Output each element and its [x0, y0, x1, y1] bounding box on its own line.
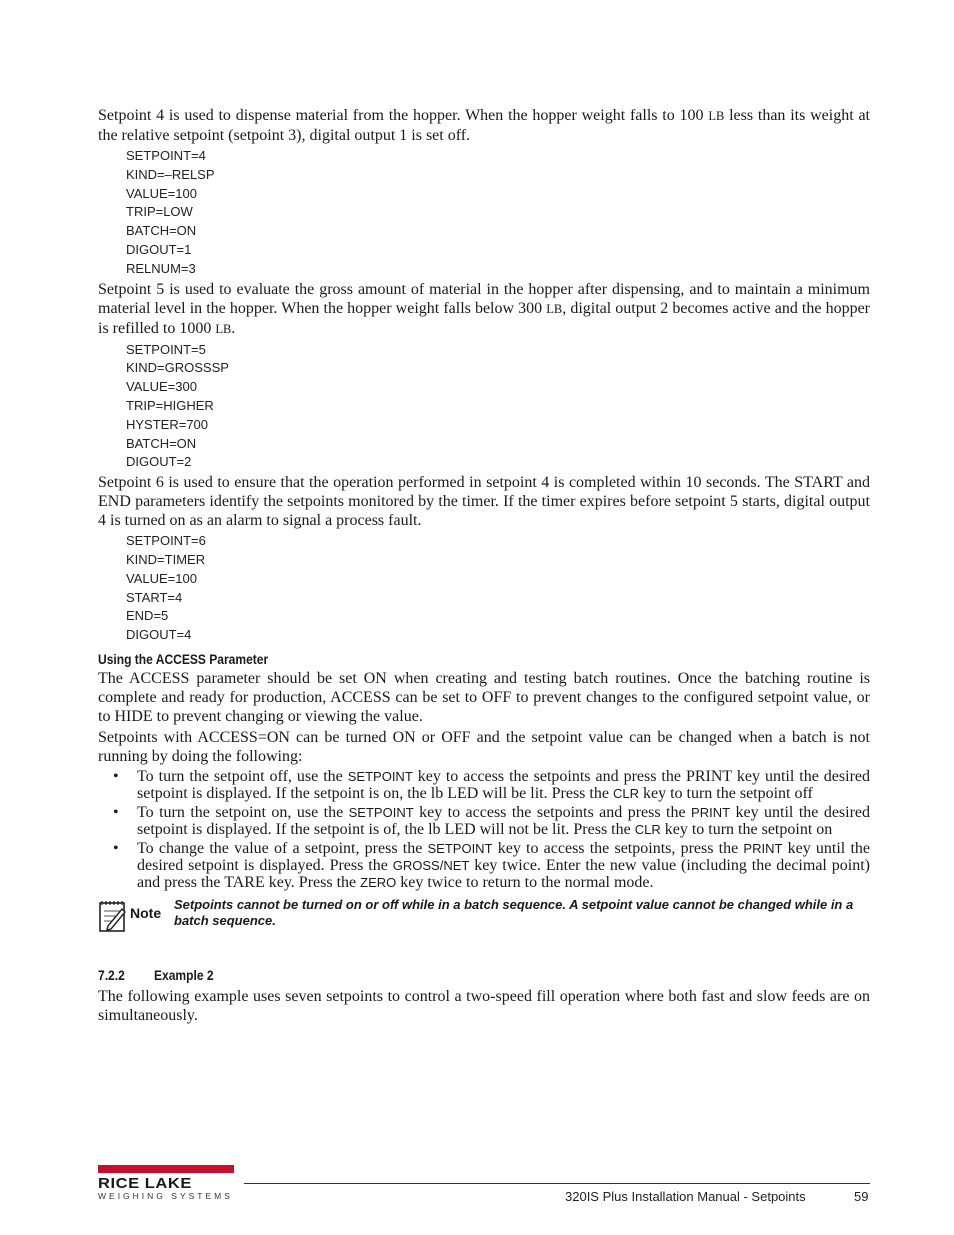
- unit-lb: LB: [708, 109, 725, 123]
- param-line: BATCH=ON: [126, 223, 197, 239]
- param-line: BATCH=ON: [126, 435, 197, 451]
- logo-red-bar: [98, 1165, 234, 1173]
- key-name: SETPOINT: [427, 840, 493, 856]
- key-name: GROSS/NET: [392, 857, 470, 873]
- unit-lb: LB: [215, 321, 232, 336]
- section-paragraph: The following example uses seven setpoints to control a two-speed fill operation where both fast and slow feeds are on simultaneously.: [98, 987, 870, 1024]
- page-number: 59: [854, 1189, 869, 1204]
- page-body: [98, 106, 870, 1027]
- setpoint5-description: Setpoint 5 is used to evaluate the gross amount of material in the hopper after dispensing, and to maintain a minimum material level in the hopper. When the hopper weight falls below 300 LB, digital output 2 becomes active and the hopper is refilled to 1000 LB.: [98, 280, 870, 337]
- note-text: Setpoints cannot be turned on or off while in a batch sequence. A setpoint value cannot be changed while in a batch sequence.: [174, 896, 854, 928]
- access-steps-list: [98, 768, 870, 891]
- access-paragraph-2: Setpoints with ACCESS=ON can be turned ON or OFF and the setpoint value can be changed when a batch is not running by doing the following:: [98, 728, 870, 765]
- param-line: KIND=–RELSP: [126, 166, 215, 182]
- param-line: DIGOUT=1: [126, 241, 192, 257]
- key-name: CLR: [634, 821, 661, 837]
- footer-manual-title: 320IS Plus Installation Manual - Setpoints: [565, 1189, 806, 1204]
- setpoint4-description: Setpoint 4 is used to dispense material from the hopper. When the hopper weight falls to 100 LB less than its weight at the relative setpoint (setpoint 3), digital output 1 is set off.: [98, 107, 870, 144]
- key-name: PRINT: [691, 804, 731, 820]
- setpoint6-description: Setpoint 6 is used to ensure that the operation performed in setpoint 4 is completed within 10 seconds. The START and END parameters identify the setpoints monitored by the timer. If the timer expires before setpoint 5 starts, digital output 4 is turned on as an alarm to signal a process fault.: [98, 474, 870, 530]
- setpoint4-params: [126, 147, 870, 279]
- param-line: RELNUM=3: [126, 260, 196, 276]
- param-line: TRIP=HIGHER: [126, 397, 214, 413]
- access-heading: Using the ACCESS Parameter: [98, 650, 269, 667]
- key-name: PRINT: [743, 840, 783, 856]
- param-line: SETPOINT=5: [126, 341, 206, 357]
- section-heading: [98, 967, 870, 987]
- param-line: VALUE=300: [126, 379, 197, 395]
- logo-tagline: WEIGHING SYSTEMS: [98, 1191, 233, 1201]
- key-name: CLR: [612, 785, 639, 801]
- key-name: SETPOINT: [347, 768, 413, 784]
- setpoint6-params: [126, 532, 870, 645]
- logo-name: RICE LAKE: [98, 1175, 192, 1192]
- section-title: Example 2: [154, 966, 214, 983]
- param-line: SETPOINT=4: [126, 148, 206, 163]
- param-line: DIGOUT=4: [126, 627, 192, 643]
- param-line: DIGOUT=2: [126, 454, 192, 470]
- footer-divider: [244, 1183, 870, 1184]
- param-line: START=4: [126, 589, 183, 605]
- unit-lb: LB: [546, 301, 563, 316]
- note-box: [98, 897, 870, 937]
- note-label: Note: [130, 904, 162, 921]
- list-item: • To turn the setpoint off, use the SETPOINT key to access the setpoints and press the PRINT key until the desired setpoint is displayed. If the setpoint is on, the lb LED will be lit. Press the CLR key to turn the setpoint off: [113, 767, 871, 802]
- param-line: END=5: [126, 608, 169, 624]
- section-number: 7.2.2: [98, 966, 125, 983]
- setpoint5-params: [126, 341, 870, 473]
- key-name: ZERO: [360, 874, 397, 890]
- param-line: KIND=GROSSSP: [126, 360, 229, 376]
- param-line: TRIP=LOW: [126, 204, 193, 220]
- param-line: HYSTER=700: [126, 416, 209, 432]
- param-line: SETPOINT=6: [126, 533, 206, 549]
- param-line: VALUE=100: [126, 570, 197, 586]
- param-line: KIND=TIMER: [126, 551, 206, 567]
- key-name: SETPOINT: [348, 804, 414, 820]
- rice-lake-logo: [98, 1165, 234, 1201]
- access-paragraph-1: The ACCESS parameter should be set ON when creating and testing batch routines. Once the batching routine is complete and ready for production, ACCESS can be set to OFF to prevent changes to the configured setpoint value, or to HIDE to prevent changing or viewing the value.: [98, 669, 870, 725]
- notepad-icon: [98, 899, 128, 929]
- param-line: VALUE=100: [126, 185, 197, 201]
- list-item: • To change the value of a setpoint, press the SETPOINT key to access the setpoints, press the PRINT key until the desired setpoint is displayed. Press the GROSS/NET key twice. Enter the new value (including the decimal point) and press the TARE key. Press the ZERO key twice to return to the normal mode.: [113, 839, 871, 891]
- list-item: • To turn the setpoint on, use the SETPOINT key to access the setpoints and press the PRINT key until the desired setpoint is displayed. If the setpoint is of, the lb LED will not be lit. Press the CLR key to turn the setpoint on: [113, 803, 871, 838]
